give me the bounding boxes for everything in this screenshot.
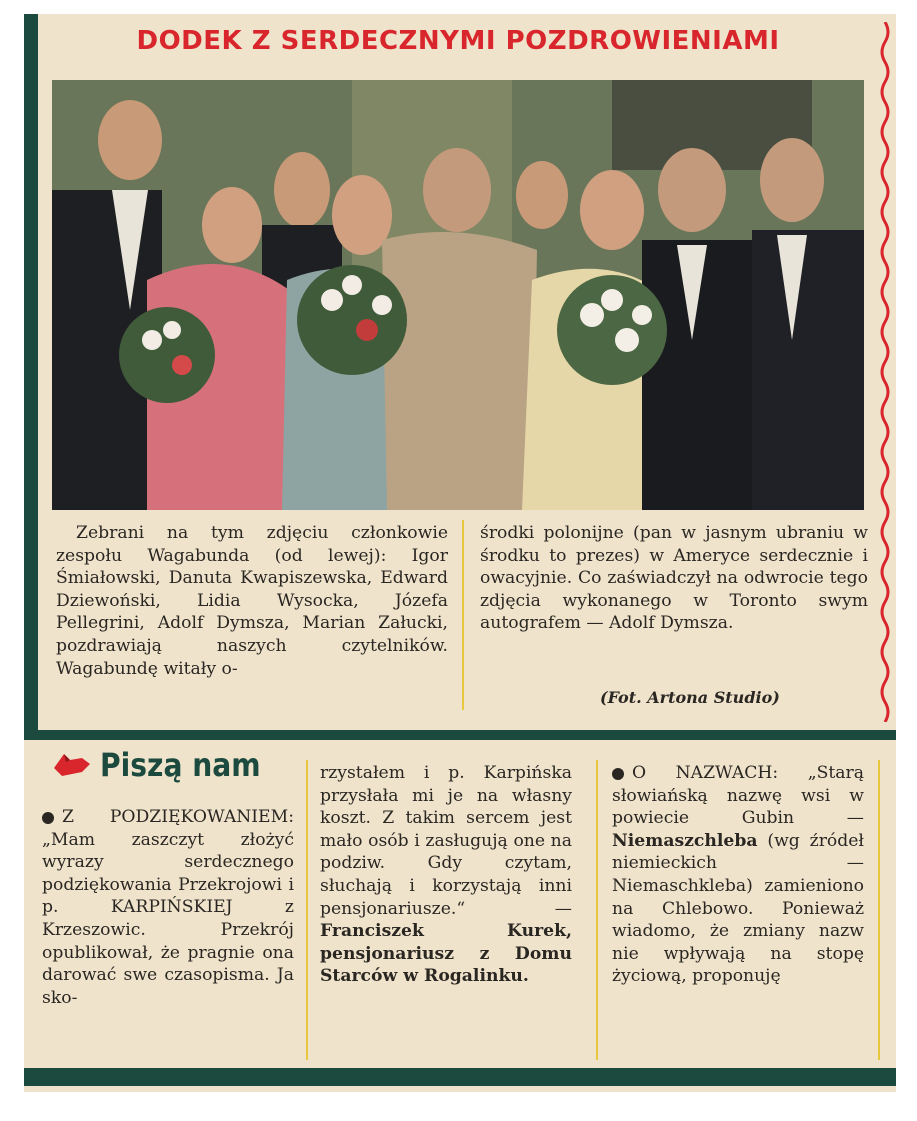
column-divider bbox=[306, 760, 308, 1060]
letter-2-heading: O NAZWACH: bbox=[632, 763, 779, 783]
bottom-band bbox=[24, 1068, 896, 1086]
headline: DODEK Z SERDECZNYMI POZDROWIENIAMI bbox=[136, 26, 780, 56]
letter-column-1 bbox=[42, 806, 294, 1009]
section-header bbox=[52, 746, 283, 784]
letter-column-2 bbox=[320, 762, 572, 988]
letter-1-heading: Z PODZIĘKOWANIEM: bbox=[62, 807, 294, 827]
group-photo bbox=[52, 80, 864, 510]
column-divider bbox=[462, 520, 464, 710]
section-band bbox=[24, 730, 896, 740]
letter-column-3 bbox=[612, 762, 864, 988]
fox-icon bbox=[52, 750, 92, 780]
bullet-icon bbox=[612, 768, 624, 780]
bullet-icon bbox=[42, 812, 54, 824]
letter-2-text-b: (wg źródeł niemieckich — Niemaschkleba) zamieniono na Chlebowo. Ponieważ wiadomo, że zmiany nazw nie wpływają na stopę życiową, proponuję bbox=[612, 830, 865, 987]
column-divider bbox=[878, 760, 880, 1060]
section-title: Piszą nam bbox=[100, 746, 261, 784]
letter-1-continued: rzystałem i p. Karpińska przysłała mi je na własny koszt. Z takim sercem jest mało osób i zasługują one na podziw. Gdy czytam, słuchają i korzystają inni pensjonariusze.“ — bbox=[320, 763, 572, 919]
wavy-red-border bbox=[878, 22, 892, 722]
photo-credit: (Fot. Artona Studio) bbox=[600, 688, 780, 707]
caption-right: środki polonijne (pan w jasnym ubraniu w środku to prezes) w Ameryce serdecznie i owacyjnie. Co zaświadczył na odwrocie tego zdjęcia wykonanego w Toronto swym autografem — Adolf Dymsza. bbox=[480, 523, 868, 634]
column-divider bbox=[596, 760, 598, 1060]
letter-2-bold-name: Niemaszchleba bbox=[612, 830, 758, 851]
letter-2-text-a: „Starą słowiańską nazwę wsi w powiecie Gubin — bbox=[612, 763, 864, 829]
letter-1-signature: Franciszek Kurek, pensjonariusz z Domu Starców w Rogalinku. bbox=[320, 921, 572, 987]
letter-1-text: „Mam zaszczyt złożyć wyrazy serdecznego podziękowania Przekrojowi i p. KARPIŃSKIEJ z Krzeszowic. Przekrój opublikował, że pragnie ona darować swe czasopisma. Ja sko- bbox=[42, 829, 294, 1008]
caption-left: Zebrani na tym zdjęciu członkowie zespołu Wagabunda (od lewej): Igor Śmiałowski, Danuta Kwapiszewska, Edward Dziewoński, Lidia Wysocka, Józefa Pellegrini, Adolf Dymsza, Marian Załucki, pozdrawiają naszych czytelników. Wagabundę witały o- bbox=[56, 523, 448, 679]
left-color-rule bbox=[24, 14, 38, 730]
